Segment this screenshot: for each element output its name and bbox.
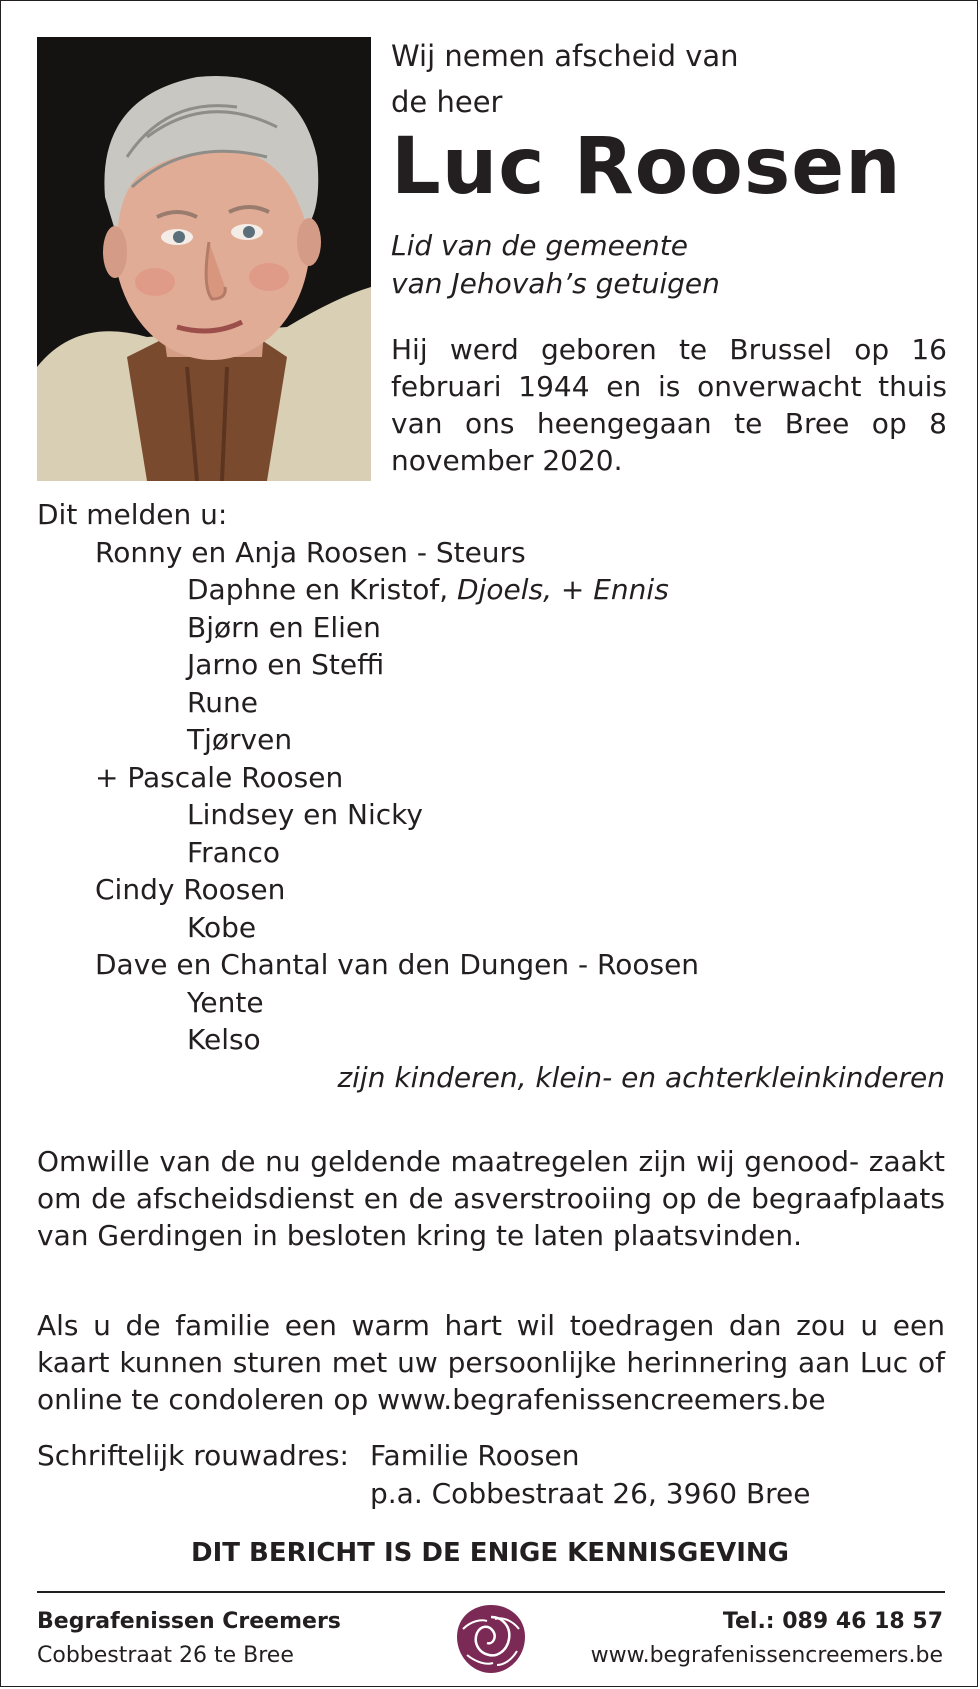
family-line: Kobe [187,910,257,944]
family-line: Ronny en Anja Roosen - Steurs [95,535,526,569]
address-line-2: p.a. Cobbestraat 26, 3960 Bree [370,1477,811,1510]
family-line-text: Daphne en Kristof, [187,573,457,606]
family-intro: Dit melden u: [37,498,228,531]
intro-block [391,33,947,479]
arrangements-paragraph: Omwille van de nu geldende maatregelen zijn wij genood- zaakt om de afscheidsdienst en de asverstrooiing op de begraafplaats van Gerdingen in besloten kring te laten plaatsvinden. [37,1145,945,1252]
address-line-1: Familie Roosen [370,1439,580,1472]
affiliation [391,227,947,303]
portrait-photo [37,37,371,481]
footer-right [591,1605,943,1673]
family-line: Tjørven [187,723,293,756]
family-line: Yente [187,985,264,1019]
affiliation-line-1: Lid van de gemeente [391,229,689,262]
family-line: Cindy Roosen [95,873,286,906]
family-line: Jarno en Steffi [187,648,385,681]
mourning-address [37,1437,811,1513]
funeral-company: Begrafenissen Creemers [37,1609,341,1634]
company-phone: Tel.: 089 46 18 57 [722,1609,943,1634]
family-line-italic: Djoels, + Ennis [457,573,669,606]
address-label: Schriftelijk rouwadres: [37,1439,349,1472]
family-line: Bjørn en Elien [187,610,381,644]
family-line: + Pascale Roosen [95,760,344,794]
family-closing: zijn kinderen, klein- en achterkleinkinderen [337,1060,945,1094]
affiliation-line-2: van Jehovah’s getuigen [391,267,720,300]
intro-line-2: de heer [391,85,503,119]
family-list [37,496,945,1096]
family-line: Kelso [187,1023,261,1056]
biography: Hij werd geboren te Brussel op 16 februari 1944 en is onverwacht thuis van ons heengegaan te Bree op 8 november 2020. [391,333,947,477]
family-line [37,571,945,609]
family-line: Rune [187,685,258,719]
footer-divider [37,1591,945,1593]
deceased-name: Luc Roosen [391,122,902,212]
company-street: Cobbestraat 26 te Bree [37,1643,294,1668]
condolence-paragraph: Als u de familie een warm hart wil toedragen dan zou u een kaart kunnen sturen met uw persoonlijke herinnering aan Luc of online te condoleren op www.begrafenissencreemers.be [37,1309,945,1416]
only-notice-heading: DIT BERICHT IS DE ENIGE KENNISGEVING [191,1538,789,1568]
family-line: Dave en Chantal van den Dungen - Roosen [95,948,700,981]
rose-icon [451,1599,531,1679]
family-line: Lindsey en Nicky [187,798,423,831]
footer-left [37,1605,341,1673]
intro-line-1: Wij nemen afscheid van [391,39,739,73]
company-website[interactable]: www.begrafenissencreemers.be [590,1643,943,1668]
family-line: Franco [187,835,281,869]
